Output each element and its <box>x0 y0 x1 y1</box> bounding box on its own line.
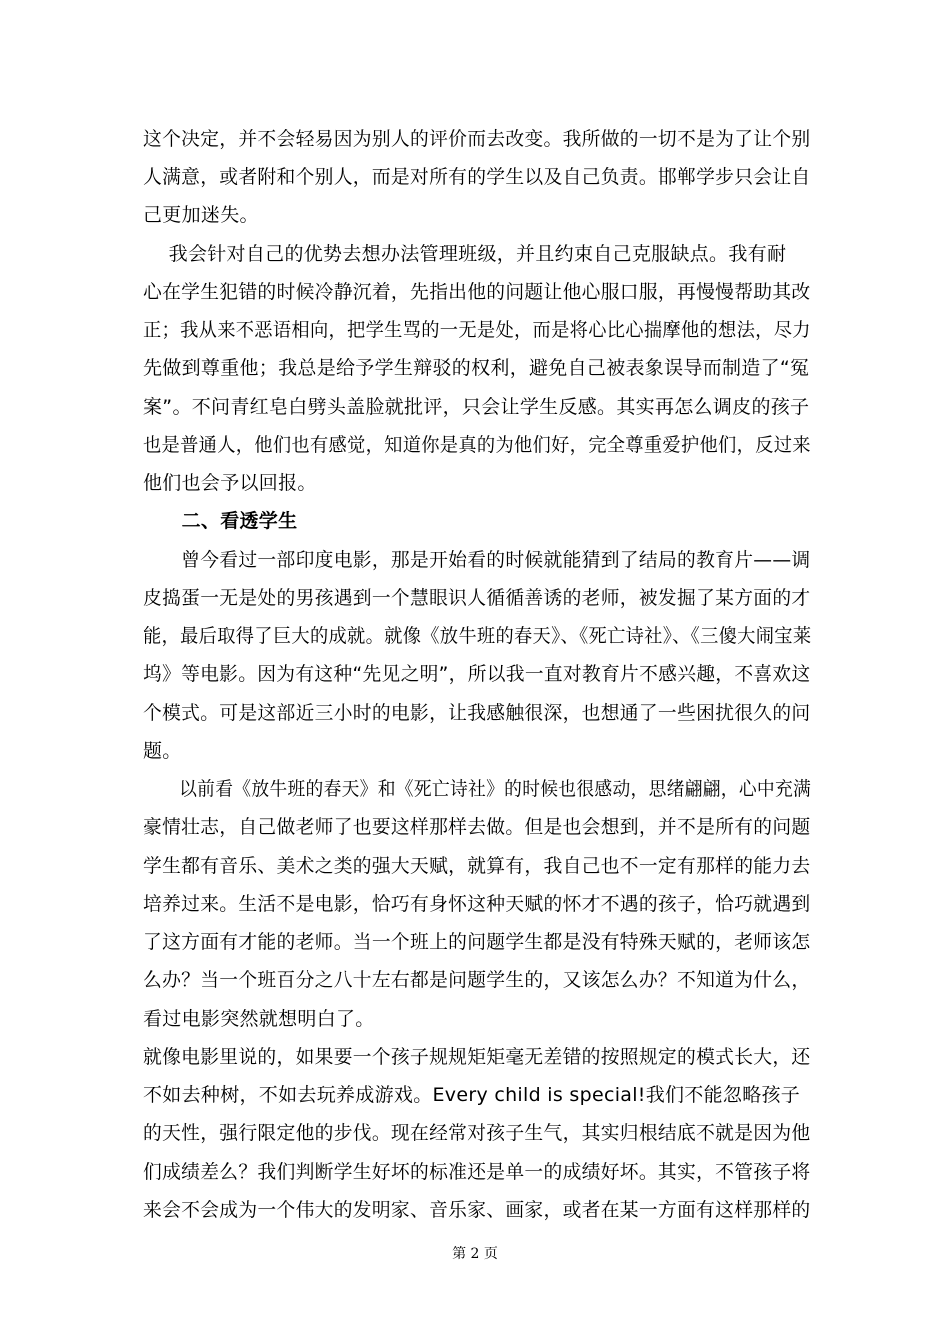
body-line: 了这方面有才能的老师。当一个班上的问题学生都是没有特殊天赋的，老师该怎 <box>143 931 811 953</box>
body-line: 就像电影里说的，如果要一个孩子规规矩矩毫无差错的按照规定的模式长大，还 <box>143 1046 811 1068</box>
body-line: 们成绩差么？我们判断学生好坏的标准还是单一的成绩好坏。其实，不管孩子将 <box>143 1161 811 1183</box>
body-line: 看过电影突然就想明白了。 <box>143 1008 375 1030</box>
body-line: 曾今看过一部印度电影，那是开始看的时候就能猜到了结局的教育片——调 <box>143 549 811 571</box>
body-line: 能，最后取得了巨大的成就。就像《放牛班的春天》、《死亡诗社》、《三傻大闹宝莱 <box>143 625 812 647</box>
body-line: 也是普通人，他们也有感觉，知道你是真的为他们好，完全尊重爱护他们，反过来 <box>143 434 811 456</box>
body-line: 个模式。可是这部近三小时的电影，让我感触很深，也想通了一些困扰很久的问 <box>143 702 811 724</box>
body-line: 学生都有音乐、美术之类的强大天赋，就算有，我自己也不一定有那样的能力去 <box>143 855 811 877</box>
body-line: 坞》等电影。因为有这种“先见之明”，所以我一直对教育片不感兴趣，不喜欢这 <box>143 663 811 685</box>
body-line: 来会不会成为一个伟大的发明家、音乐家、画家，或者在某一方面有这样那样的 <box>143 1199 811 1221</box>
body-line: 他们也会予以回报。 <box>143 472 317 494</box>
body-line: 的天性，强行限定他的步伐。现在经常对孩子生气，其实归根结底不就是因为他 <box>143 1122 811 1144</box>
body-line: 先做到尊重他；我总是给予学生辩驳的权利，避免自己被表象误导而制造了“冤 <box>143 357 810 379</box>
body-line: 不如去种树，不如去玩养成游戏。Every child is special!我们不能忽略孩子 <box>143 1084 801 1106</box>
page-number: 第 2 页 <box>452 1246 498 1262</box>
body-line: 正；我从来不恶语相向，把学生骂的一无是处，而是将心比心揣摩他的想法，尽力 <box>143 319 811 341</box>
body-line: 这个决定，并不会轻易因为别人的评价而去改变。我所做的一切不是为了让个别 <box>143 128 811 150</box>
body-line: 我会针对自己的优势去想办法管理班级，并且约束自己克服缺点。我有耐 <box>143 243 787 265</box>
body-line: 皮捣蛋一无是处的男孩遇到一个慧眼识人循循善诱的老师，被发掘了某方面的才 <box>143 587 811 609</box>
body-line: 人满意，或者附和个别人，而是对所有的学生以及自己负责。邯郸学步只会让自 <box>143 166 811 188</box>
section-heading: 二、看透学生 <box>143 510 298 532</box>
body-line: 培养过来。生活不是电影，恰巧有身怀这种天赋的怀才不遇的孩子，恰巧就遇到 <box>143 893 811 915</box>
body-line: 以前看《放牛班的春天》和《死亡诗社》的时候也很感动，思绪翩翩，心中充满 <box>143 778 812 800</box>
body-line: 心在学生犯错的时候冷静沉着，先指出他的问题让他心服口服，再慢慢帮助其改 <box>143 281 811 303</box>
body-line: 案”。不问青红皂白劈头盖脸就批评，只会让学生反感。其实再怎么调皮的孩子 <box>143 396 810 418</box>
body-line: 豪情壮志，自己做老师了也要这样那样去做。但是也会想到，并不是所有的问题 <box>143 816 811 838</box>
body-line: 么办？当一个班百分之八十左右都是问题学生的，又该怎么办？不知道为什么， <box>143 969 811 991</box>
body-line: 题。 <box>143 740 182 762</box>
body-line: 己更加迷失。 <box>143 204 259 226</box>
